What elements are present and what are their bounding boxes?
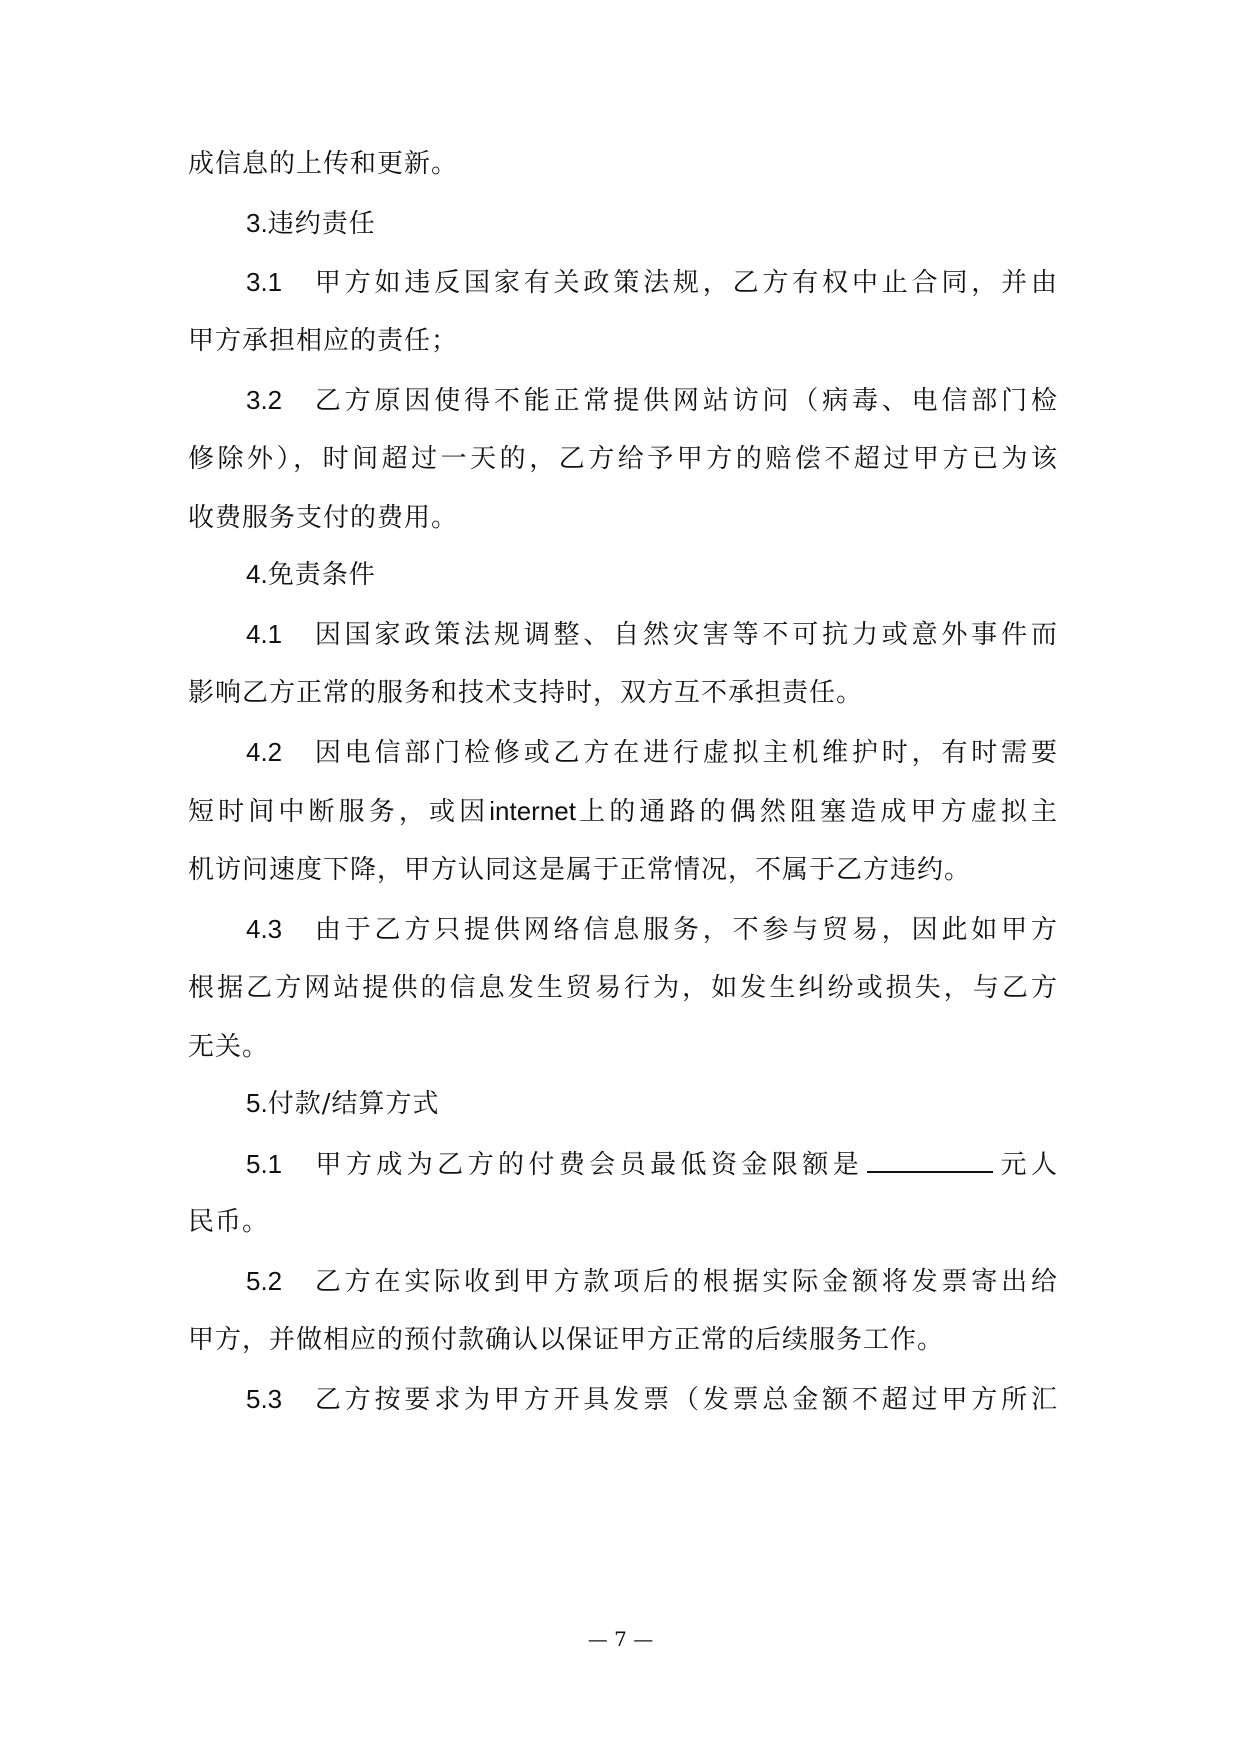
clause-text: 乙方按要求为甲方开具发票（发票总金额不超过甲方所汇 bbox=[312, 1385, 1058, 1415]
clause-4-2-line-3: 机访问速度下降，甲方认同这是属于正常情况，不属于乙方违约。 bbox=[188, 855, 972, 885]
clause-text: 甲方如违反国家有关政策法规，乙方有权中止合同，并由 bbox=[312, 268, 1058, 298]
clause-number: 3.2 bbox=[246, 385, 283, 415]
clause-4-3-line-3: 无关。 bbox=[188, 1032, 270, 1062]
clause-text: 乙方在实际收到甲方款项后的根据实际金额将发票寄出给 bbox=[312, 1267, 1058, 1297]
clause-text: 元人 bbox=[997, 1150, 1058, 1180]
clause-5-2-line-2: 甲方，并做相应的预付款确认以保证甲方正常的后续服务工作。 bbox=[188, 1325, 945, 1355]
clause-number: 5.2 bbox=[246, 1266, 283, 1296]
clause-number: 4.1 bbox=[246, 619, 283, 649]
clause-3-1-line-2: 甲方承担相应的责任； bbox=[188, 326, 459, 356]
clause-5-1-line-1 bbox=[246, 1145, 1058, 1183]
clause-4-3-line-1 bbox=[246, 911, 1058, 948]
clause-text: 由于乙方只提供网络信息服务，不参与贸易，因此如甲方 bbox=[312, 915, 1058, 945]
clause-text: 甲方成为乙方的付费会员最低资金限额是 bbox=[312, 1150, 864, 1180]
clause-text-latin: internet bbox=[489, 796, 576, 826]
clause-3-2-line-2: 修除外），时间超过一天的，乙方给予甲方的赔偿不超过甲方已为该 bbox=[188, 444, 1058, 474]
clause-text: 上的通路的偶然阻塞造成甲方虚拟主 bbox=[575, 797, 1058, 827]
clause-number: 3.1 bbox=[246, 267, 283, 297]
section-number: 4. bbox=[246, 559, 268, 589]
section-number: 3. bbox=[246, 208, 268, 238]
section-heading-3 bbox=[246, 205, 1058, 242]
clause-number: 5.1 bbox=[246, 1149, 283, 1179]
clause-3-2-line-1 bbox=[246, 382, 1058, 419]
section-title: 免责条件 bbox=[267, 560, 376, 590]
clause-3-2-line-3: 收费服务支付的费用。 bbox=[188, 503, 459, 533]
page-number: — 7 — bbox=[587, 1627, 654, 1651]
clause-3-1-line-1 bbox=[246, 264, 1058, 301]
paragraph-line: 成信息的上传和更新。 bbox=[188, 149, 459, 179]
section-heading-4 bbox=[246, 556, 1058, 593]
section-heading-5 bbox=[246, 1085, 1058, 1122]
clause-4-1-line-2: 影响乙方正常的服务和技术支持时，双方互不承担责任。 bbox=[188, 678, 864, 708]
clause-text: 因国家政策法规调整、自然灾害等不可抗力或意外事件而 bbox=[312, 620, 1058, 650]
clause-text: 因电信部门检修或乙方在进行虚拟主机维护时，有时需要 bbox=[312, 738, 1058, 768]
clause-number: 5.3 bbox=[246, 1384, 283, 1414]
clause-4-3-line-2: 根据乙方网站提供的信息发生贸易行为，如发生纠纷或损失，与乙方 bbox=[188, 973, 1058, 1003]
clause-4-2-line-2 bbox=[188, 793, 1058, 830]
blank-amount-field bbox=[867, 1145, 993, 1173]
clause-4-2-line-1 bbox=[246, 734, 1058, 771]
clause-5-3-line-1 bbox=[246, 1381, 1058, 1418]
clause-number: 4.3 bbox=[246, 914, 283, 944]
clause-number: 4.2 bbox=[246, 737, 283, 767]
clause-text: 乙方原因使得不能正常提供网站访问（病毒、电信部门检 bbox=[312, 386, 1058, 416]
section-number: 5. bbox=[246, 1088, 268, 1118]
section-title: 付款/结算方式 bbox=[267, 1089, 440, 1119]
clause-5-2-line-1 bbox=[246, 1263, 1058, 1300]
clause-text: 短时间中断服务，或因 bbox=[188, 797, 490, 827]
section-title: 违约责任 bbox=[267, 209, 376, 239]
clause-4-1-line-1 bbox=[246, 616, 1058, 653]
clause-5-1-line-2: 民币。 bbox=[188, 1207, 270, 1237]
